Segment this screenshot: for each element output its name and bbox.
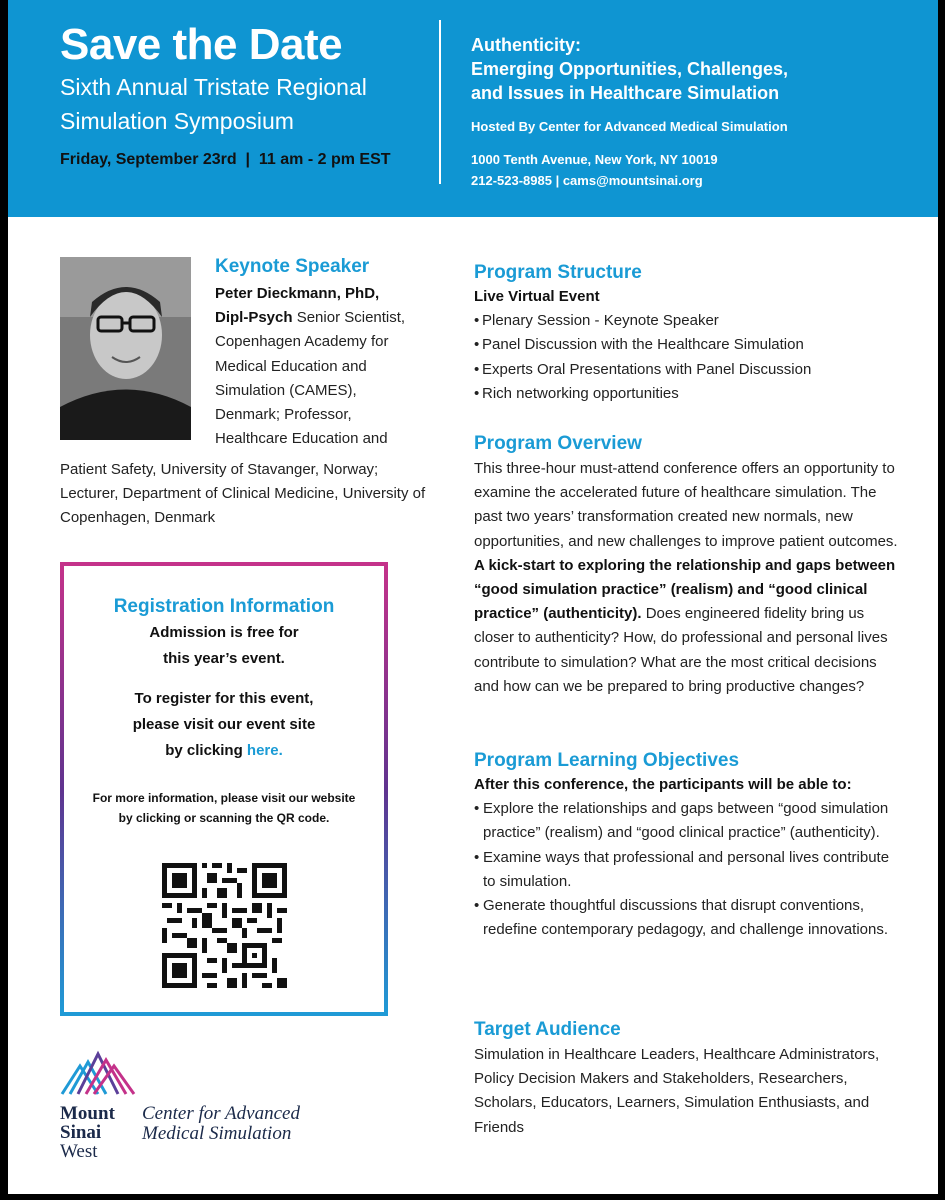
theme-line1: Authenticity: [471, 35, 581, 55]
theme-line3: and Issues in Healthcare Simulation [471, 83, 780, 103]
logo-name-line1: Mount [60, 1103, 115, 1124]
register-line3 [64, 738, 384, 764]
more-info-line2: by clicking or scanning the QR code. [118, 811, 330, 825]
list-item: • Rich networking opportunities [474, 382, 904, 406]
contact-block [471, 149, 911, 191]
theme-line2: Emerging Opportunities, Challenges, [471, 59, 789, 79]
more-info-line1: For more information, please visit our website [92, 791, 356, 805]
live-virtual-event: Live Virtual Event [474, 288, 600, 305]
list-item: • Experts Oral Presentations with Panel Discussion [474, 358, 904, 382]
overview-text-part2: Does engineered fidelity bring us closer to authenticity? How, do professional and personal lives contribute to simulation? What are the most critical decisions and how can we be prepared to bring productive changes? [474, 605, 888, 695]
learning-objectives-section [474, 750, 904, 942]
objectives-intro: After this conference, the participants will be able to: [474, 776, 852, 793]
list-item: • Examine ways that professional and personal lives contribute to simulation. [474, 846, 904, 894]
list-item: • Explore the relationships and gaps between “good simulation practice” (realism) and “good clinical practice” (authenticity). [474, 797, 904, 845]
event-date-time: Friday, September 23rd | 11 am - 2 pm EST [60, 151, 391, 168]
mountain-logo-icon [60, 1050, 136, 1096]
symposium-name-line2: Simulation Symposium [60, 108, 294, 134]
register-line1: To register for this event, [134, 690, 314, 707]
header-theme-block [471, 33, 911, 191]
registration-box [60, 562, 388, 1016]
address: 1000 Tenth Avenue, New York, NY 10019 [471, 152, 718, 167]
center-name-line2: Medical Simulation [142, 1123, 292, 1144]
program-overview-heading: Program Overview [474, 433, 642, 454]
symposium-name-line1: Sixth Annual Tristate Regional [60, 74, 367, 100]
overview-bold-text: A kick-start to exploring the relationship and gaps between “good simulation practice” (realism) and “good clinical practice” (authenticity). [474, 556, 896, 623]
target-audience-heading: Target Audience [474, 1019, 621, 1040]
admission-line1: Admission is free for [149, 624, 299, 641]
program-overview-text [474, 457, 904, 699]
flyer-page [8, 0, 938, 1194]
admission-text [64, 620, 384, 672]
phone-email[interactable]: 212-523-8985 | cams@mountsinai.org [471, 173, 703, 188]
overview-text-part1: This three-hour must-attend conference offers an opportunity to examine the accelerated future of healthcare simulation. The past two years’ transformation created new normals, new opportunities, and new challenges to improve patient outcomes. [474, 460, 898, 550]
register-line3-prefix: by clicking [165, 742, 247, 759]
speaker-name: Peter Dieckmann, PhD, Dipl-Psych [215, 285, 380, 327]
center-name-line1: Center for Advanced [142, 1103, 300, 1124]
register-line2: please visit our event site [132, 716, 316, 733]
qr-code[interactable] [162, 863, 287, 988]
logo-name-line2: Sinai [60, 1122, 102, 1143]
register-text [64, 686, 384, 764]
center-name [142, 1104, 300, 1144]
save-the-date-title: Save the Date [60, 20, 343, 69]
speaker-photo [60, 257, 191, 440]
mount-sinai-logo [60, 1050, 360, 1160]
program-overview-section [474, 433, 904, 699]
target-audience-text: Simulation in Healthcare Leaders, Healthcare Administrators, Policy Decision Makers and Stakeholders, Researchers, Scholars, Educators, Learners, Simulation Enthusiasts, and Friends [474, 1046, 880, 1136]
list-item: • Panel Discussion with the Healthcare Simulation [474, 333, 904, 357]
more-info-text [64, 788, 384, 828]
register-here-link[interactable]: here. [246, 742, 283, 759]
learning-objectives-heading: Program Learning Objectives [474, 750, 740, 771]
theme-title [471, 33, 911, 105]
logo-name-line3: West [60, 1141, 98, 1162]
mount-sinai-west-name [60, 1104, 115, 1161]
speaker-bio-part1: Senior Scientist, Copenhagen Academy for Medical Education and Simulation (CAMES), Denmark; Professor, Healthcare Education and [215, 309, 406, 448]
header-banner [8, 0, 938, 217]
program-structure-section [474, 262, 904, 406]
objectives-list [474, 797, 904, 942]
speaker-bio-part2: Patient Safety, University of Stavanger, Norway; Lecturer, Department of Clinical Medicine, University of Copenhagen, Denmark [60, 461, 426, 527]
registration-heading: Registration Information [113, 596, 335, 617]
header-divider [439, 20, 441, 184]
keynote-heading: Keynote Speaker [215, 256, 370, 277]
admission-line2: this year’s event. [163, 650, 285, 667]
program-structure-heading: Program Structure [474, 262, 642, 283]
list-item: • Plenary Session - Keynote Speaker [474, 309, 904, 333]
list-item: • Generate thoughtful discussions that disrupt conventions, redefine contemporary pedagogy, and challenge innovations. [474, 894, 904, 942]
keynote-bio-top [215, 282, 415, 451]
program-structure-list [474, 309, 904, 406]
target-audience-section [474, 1019, 904, 1140]
host-line: Hosted By Center for Advanced Medical Simulation [471, 119, 788, 134]
